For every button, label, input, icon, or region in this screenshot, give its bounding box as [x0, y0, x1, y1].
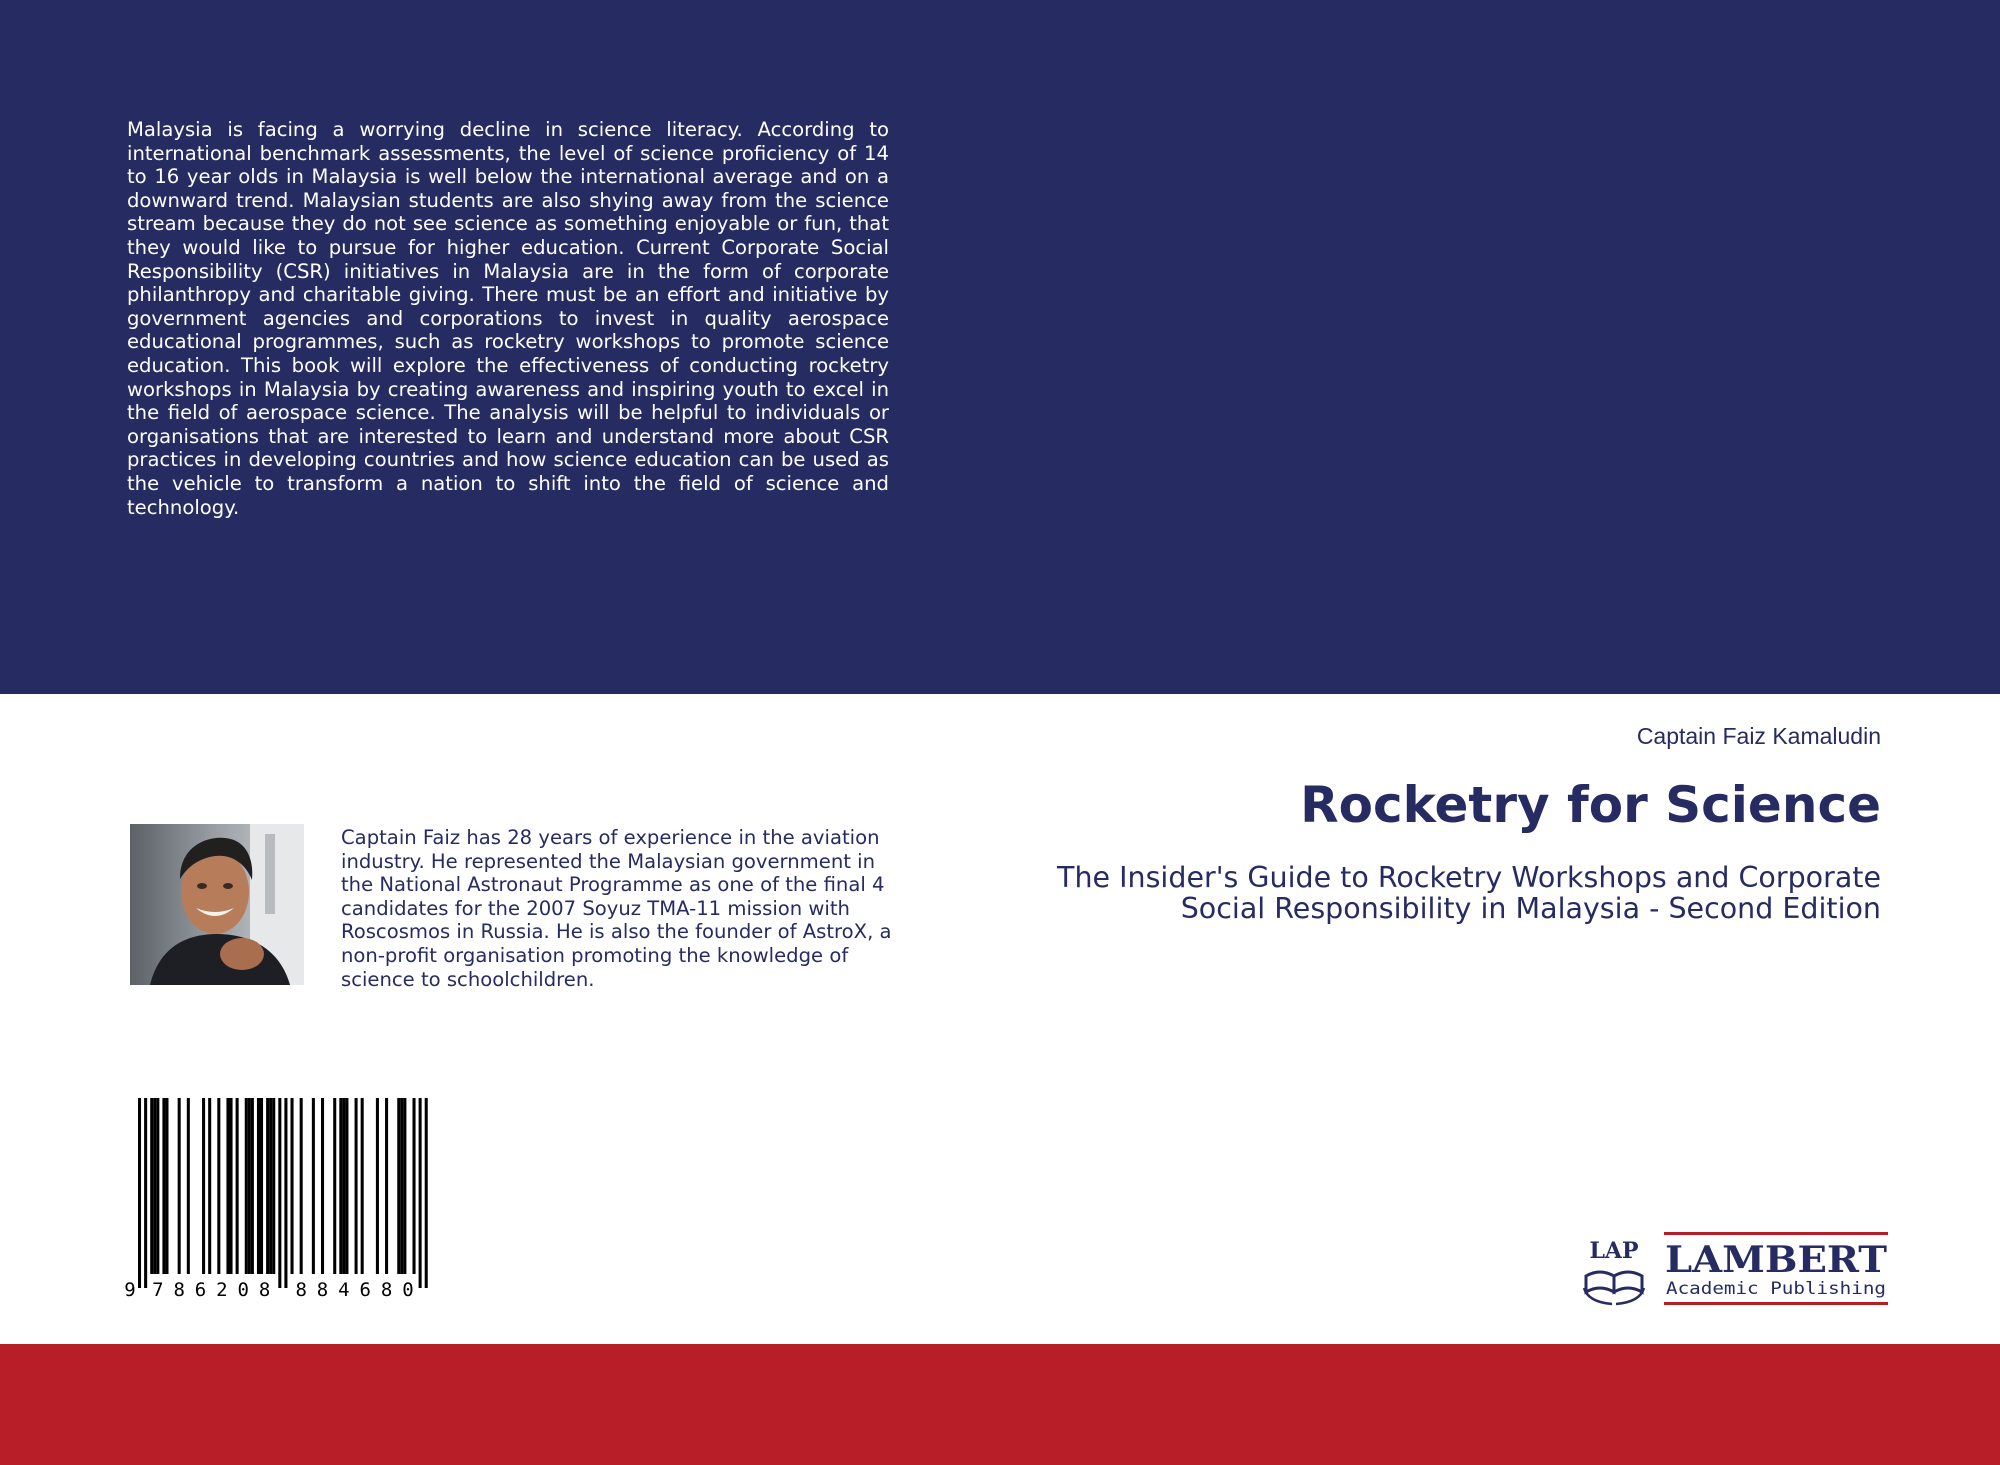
barcode-digit: 8 [173, 1279, 185, 1298]
book-title: Rocketry for Science [1300, 776, 1881, 834]
barcode-bar [187, 1098, 190, 1274]
barcode-bar [333, 1098, 336, 1274]
barcode-bar [269, 1098, 272, 1274]
barcode-digit: 0 [237, 1279, 249, 1298]
barcode-bar [342, 1098, 345, 1274]
book-subtitle: The Insider's Guide to Rocketry Workshops and Corporate Social Responsibility in Malaysia - Second Edition [1057, 861, 1881, 925]
barcode-bar [361, 1098, 364, 1274]
barcode-bar [202, 1098, 205, 1274]
bottom-red-band [0, 1344, 2000, 1465]
barcode-bar [153, 1098, 156, 1274]
barcode-bar [284, 1098, 287, 1288]
barcode-bar [178, 1098, 181, 1274]
barcode-bar [385, 1098, 388, 1274]
barcode-bar [312, 1098, 315, 1274]
barcode-digit: 4 [338, 1279, 350, 1298]
barcode-bar [138, 1098, 141, 1288]
barcode-bar [208, 1098, 211, 1274]
barcode-bar [400, 1098, 403, 1274]
author-photo [130, 824, 304, 985]
barcode-bar [403, 1098, 406, 1274]
barcode-bar [419, 1098, 422, 1288]
barcode-bar [345, 1098, 348, 1274]
barcode-bar [413, 1098, 416, 1274]
lap-badge-text: LAP [1589, 1238, 1639, 1264]
barcode-bar [162, 1098, 165, 1274]
barcode-bar [425, 1098, 428, 1288]
barcode-bar [321, 1098, 324, 1274]
publisher-name: LAMBERT [1665, 1239, 1888, 1281]
barcode-bar [217, 1098, 220, 1274]
author-bio: Captain Faiz has 28 years of experience in the aviation industry. He represented the Malaysian government in the National Astronaut Programme as one of the final 4 candidates for the 2007 Soyuz TMA-11 mission with Roscosmos in Russia. He is also the founder of AstroX, a non-profit organisation promoting the knowledge of science to schoolchildren. [341, 826, 892, 991]
barcode-bar [355, 1098, 358, 1274]
barcode-bar [278, 1098, 281, 1288]
barcode-bar [230, 1098, 233, 1274]
barcode-bar [251, 1098, 254, 1274]
barcode-bar [150, 1098, 153, 1274]
barcode-digit: 9 [124, 1279, 136, 1298]
barcode-digit: 8 [316, 1279, 329, 1298]
barcode-bar [376, 1098, 379, 1274]
barcode-bar [257, 1098, 260, 1274]
barcode-digit: 6 [359, 1279, 371, 1298]
barcode-bar [165, 1098, 168, 1274]
barcode-bar [266, 1098, 269, 1274]
back-cover-blurb: Malaysia is facing a worrying decline in science literacy. According to international benchmark assessments, the level of science proficiency of 14 to 16 year olds in Malaysia is well below the international average and on a downward trend. Malaysian students are also shying away from the science stream because they do not see science as something enjoyable or fun, that they would like to pursue for higher education. Current Corporate Social Responsibility (CSR) initiatives in Malaysia are in the form of corporate philanthropy and charitable giving. There must be an effort and initiative by government agencies and corporations to invest in quality aerospace educational programmes, such as rocketry workshops to promote science education. This book will explore the effectiveness of conducting rocketry workshops in Malaysia by creating awareness and inspiring youth to excel in the field of aerospace science. The analysis will be helpful to individuals or organisations that are interested to learn and understand more about CSR practices in developing countries and how science education can be used as the vehicle to transform a nation to shift into the field of science and technology. [127, 118, 889, 519]
barcode-bar [272, 1098, 275, 1274]
barcode-digit: 0 [402, 1279, 414, 1298]
barcode-digit: 8 [258, 1279, 271, 1298]
barcode-bar [226, 1098, 229, 1274]
barcode-digit: 8 [380, 1279, 393, 1298]
barcode-bar [339, 1098, 342, 1274]
book-emblem-icon [1584, 1272, 1644, 1304]
barcode-digit: 7 [152, 1279, 164, 1298]
barcode-digit: 8 [295, 1279, 307, 1298]
barcode-digit: 2 [216, 1279, 228, 1298]
barcode-bar [248, 1098, 251, 1274]
publisher-tagline: Academic Publishing [1666, 1279, 1886, 1299]
barcode-bar [300, 1098, 303, 1274]
isbn-barcode [124, 1098, 460, 1298]
barcode-bar [245, 1098, 248, 1274]
barcode-bar [156, 1098, 159, 1274]
barcode-digit: 6 [194, 1279, 207, 1298]
barcode-bar [236, 1098, 239, 1274]
barcode-bar [397, 1098, 400, 1274]
barcode-bar [144, 1098, 147, 1288]
lambert-publisher-logo [1578, 1232, 1890, 1308]
barcode-bar [260, 1098, 263, 1274]
barcode-bar [291, 1098, 294, 1274]
author-name: Captain Faiz Kamaludin [1636, 723, 1881, 749]
